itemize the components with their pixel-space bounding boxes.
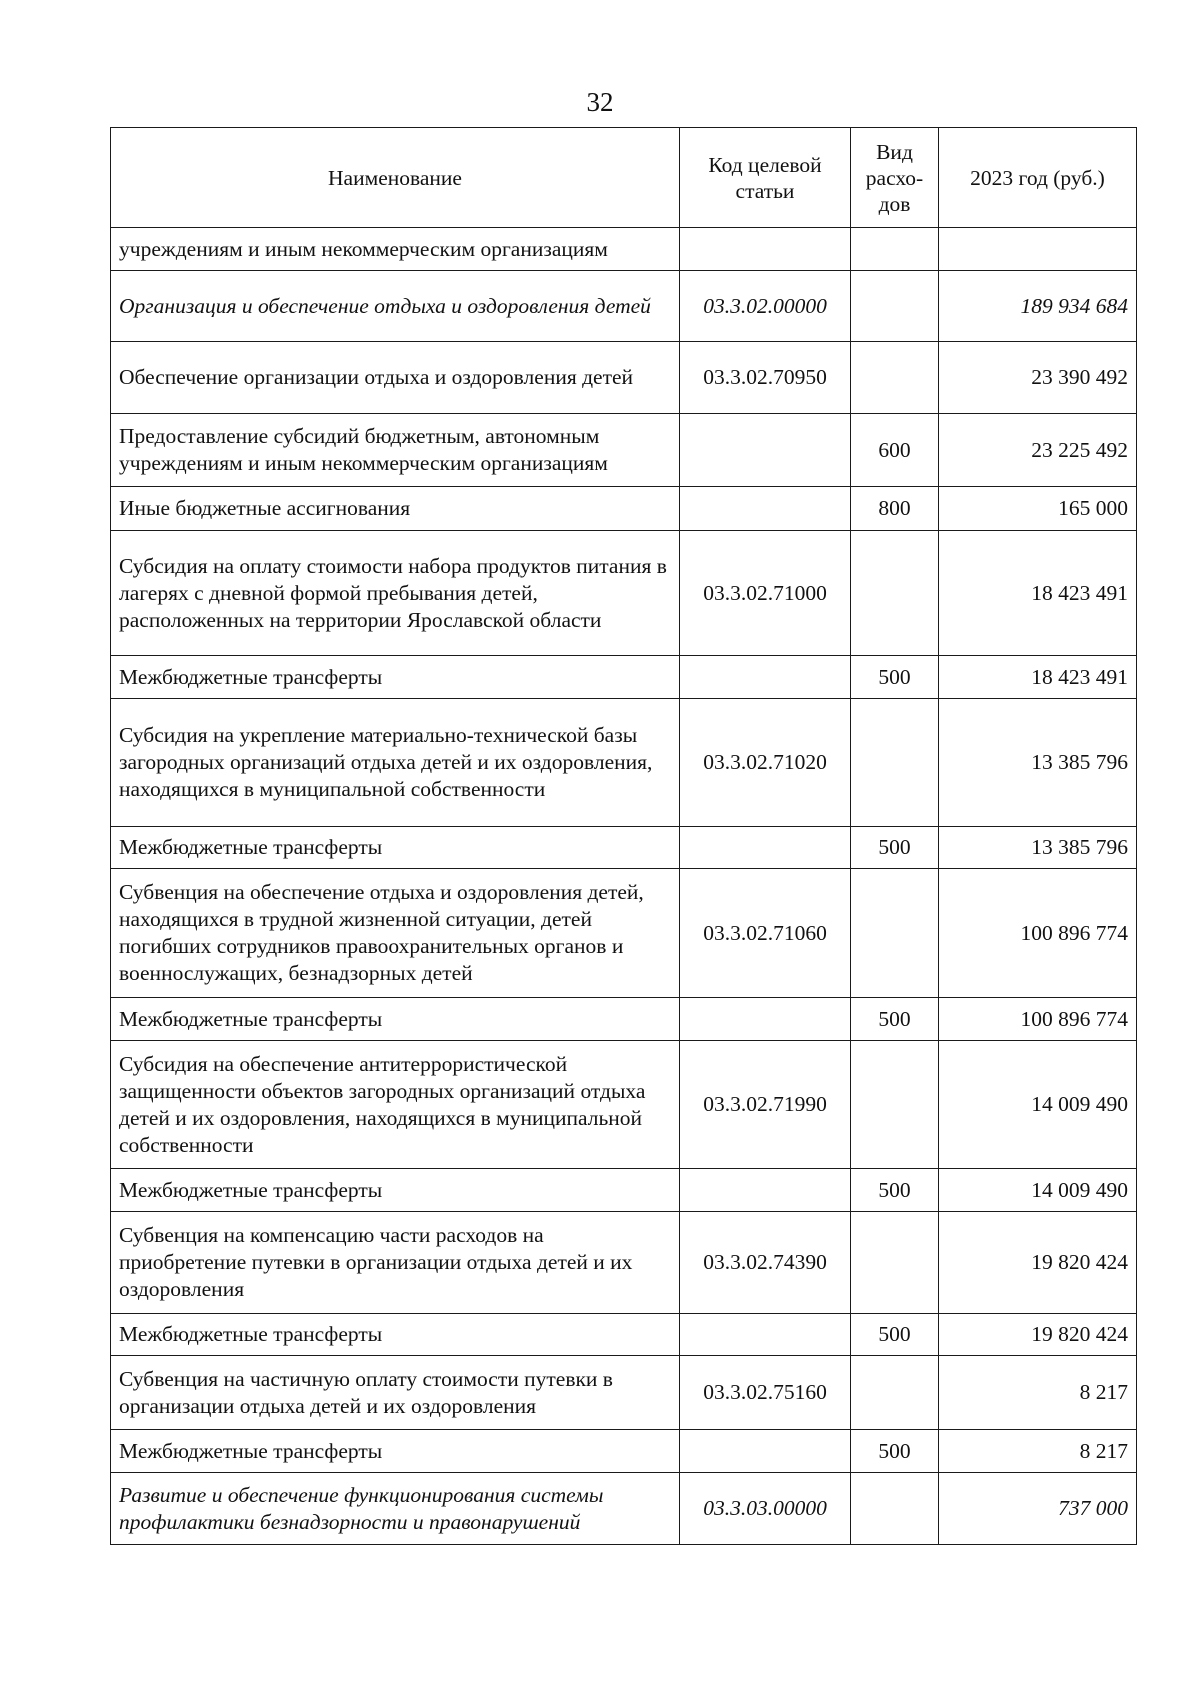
row-name-cell: Субсидия на оплату стоимости набора продуктов питания в лагерях с дневной формой пребывания детей, расположенных на территории Ярославской области: [111, 531, 680, 656]
row-vid-cell: 500: [851, 1169, 939, 1212]
row-amount-cell: 14 009 490: [939, 1169, 1137, 1212]
row-code-cell: [680, 998, 851, 1041]
row-vid-cell: [851, 1356, 939, 1430]
row-code-cell: 03.3.02.74390: [680, 1212, 851, 1314]
row-name-cell: учреждениям и иным некоммерческим организациям: [111, 228, 680, 271]
row-code-cell: [680, 1430, 851, 1473]
row-name-cell: Межбюджетные трансферты: [111, 1314, 680, 1356]
table-body: [111, 228, 1137, 1545]
row-vid-cell: [851, 342, 939, 414]
row-amount-cell: 19 820 424: [939, 1314, 1137, 1356]
row-amount-cell: 8 217: [939, 1430, 1137, 1473]
table-row: [111, 228, 1137, 271]
row-code-cell: 03.3.03.00000: [680, 1473, 851, 1545]
row-vid-cell: 500: [851, 1314, 939, 1356]
row-amount-cell: 13 385 796: [939, 827, 1137, 869]
table-row: [111, 1314, 1137, 1356]
row-amount-cell: 18 423 491: [939, 656, 1137, 699]
budget-table: [110, 127, 1137, 1545]
header-code: Код целевой статьи: [680, 128, 851, 228]
row-amount-cell: 19 820 424: [939, 1212, 1137, 1314]
row-vid-cell: 800: [851, 487, 939, 531]
table-row: [111, 1212, 1137, 1314]
row-vid-cell: [851, 228, 939, 271]
table-row: [111, 656, 1137, 699]
table-row: [111, 1473, 1137, 1545]
row-code-cell: 03.3.02.75160: [680, 1356, 851, 1430]
row-name-cell: Иные бюджетные ассигнования: [111, 487, 680, 531]
row-name-cell: Межбюджетные трансферты: [111, 827, 680, 869]
row-code-cell: [680, 827, 851, 869]
row-vid-cell: [851, 531, 939, 656]
row-vid-cell: 500: [851, 656, 939, 699]
row-name-cell: Межбюджетные трансферты: [111, 1430, 680, 1473]
row-code-cell: 03.3.02.71060: [680, 869, 851, 998]
row-vid-cell: [851, 1041, 939, 1169]
row-name-cell: Обеспечение организации отдыха и оздоровления детей: [111, 342, 680, 414]
row-code-cell: [680, 1169, 851, 1212]
row-code-cell: 03.3.02.70950: [680, 342, 851, 414]
table-row: [111, 487, 1137, 531]
table-row: [111, 998, 1137, 1041]
row-vid-cell: [851, 869, 939, 998]
row-code-cell: [680, 1314, 851, 1356]
table-row: [111, 271, 1137, 342]
row-code-cell: 03.3.02.71020: [680, 699, 851, 827]
row-name-cell: Предоставление субсидий бюджетным, автономным учреждениям и иным некоммерческим организациям: [111, 414, 680, 487]
row-amount-cell: 165 000: [939, 487, 1137, 531]
header-year: 2023 год (руб.): [939, 128, 1137, 228]
table-row: [111, 1041, 1137, 1169]
row-code-cell: [680, 414, 851, 487]
row-name-cell: Межбюджетные трансферты: [111, 656, 680, 699]
row-vid-cell: [851, 1212, 939, 1314]
table-row: [111, 1169, 1137, 1212]
row-name-cell: Развитие и обеспечение функционирования системы профилактики безнадзорности и правонарушений: [111, 1473, 680, 1545]
table-row: [111, 827, 1137, 869]
row-vid-cell: 500: [851, 1430, 939, 1473]
table-row: [111, 531, 1137, 656]
row-amount-cell: 23 225 492: [939, 414, 1137, 487]
table-row: [111, 342, 1137, 414]
header-name: Наименование: [111, 128, 680, 228]
page-number: 32: [586, 87, 614, 117]
table-row: [111, 699, 1137, 827]
row-name-cell: Субсидия на укрепление материально-технической базы загородных организаций отдыха детей и их оздоровления, находящихся в муниципальной собственности: [111, 699, 680, 827]
row-vid-cell: 500: [851, 998, 939, 1041]
row-amount-cell: [939, 228, 1137, 271]
header-vid: Вид расхо-дов: [851, 128, 939, 228]
row-amount-cell: 13 385 796: [939, 699, 1137, 827]
table-row: [111, 1356, 1137, 1430]
row-amount-cell: 100 896 774: [939, 869, 1137, 998]
row-name-cell: Субвенция на компенсацию части расходов на приобретение путевки в организации отдыха детей и их оздоровления: [111, 1212, 680, 1314]
row-amount-cell: 100 896 774: [939, 998, 1137, 1041]
table-row: [111, 414, 1137, 487]
row-code-cell: 03.3.02.00000: [680, 271, 851, 342]
row-name-cell: Субсидия на обеспечение антитеррористической защищенности объектов загородных организаций отдыха детей и их оздоровления, находящихся в муниципальной собственности: [111, 1041, 680, 1169]
table-row: [111, 1430, 1137, 1473]
row-vid-cell: [851, 1473, 939, 1545]
row-code-cell: [680, 656, 851, 699]
row-code-cell: [680, 487, 851, 531]
row-name-cell: Субвенция на обеспечение отдыха и оздоровления детей, находящихся в трудной жизненной ситуации, детей погибших сотрудников правоохранительных органов и военнослужащих, безнадзорных детей: [111, 869, 680, 998]
row-amount-cell: 18 423 491: [939, 531, 1137, 656]
row-code-cell: 03.3.02.71000: [680, 531, 851, 656]
row-amount-cell: 23 390 492: [939, 342, 1137, 414]
row-name-cell: Межбюджетные трансферты: [111, 998, 680, 1041]
row-amount-cell: 189 934 684: [939, 271, 1137, 342]
table-row: [111, 869, 1137, 998]
row-amount-cell: 8 217: [939, 1356, 1137, 1430]
row-vid-cell: [851, 271, 939, 342]
row-amount-cell: 14 009 490: [939, 1041, 1137, 1169]
row-vid-cell: [851, 699, 939, 827]
row-vid-cell: 500: [851, 827, 939, 869]
row-name-cell: Межбюджетные трансферты: [111, 1169, 680, 1212]
row-amount-cell: 737 000: [939, 1473, 1137, 1545]
row-vid-cell: 600: [851, 414, 939, 487]
row-code-cell: 03.3.02.71990: [680, 1041, 851, 1169]
table-header-row: [111, 128, 1137, 228]
row-name-cell: Организация и обеспечение отдыха и оздоровления детей: [111, 271, 680, 342]
row-name-cell: Субвенция на частичную оплату стоимости путевки в организации отдыха детей и их оздоровления: [111, 1356, 680, 1430]
row-code-cell: [680, 228, 851, 271]
